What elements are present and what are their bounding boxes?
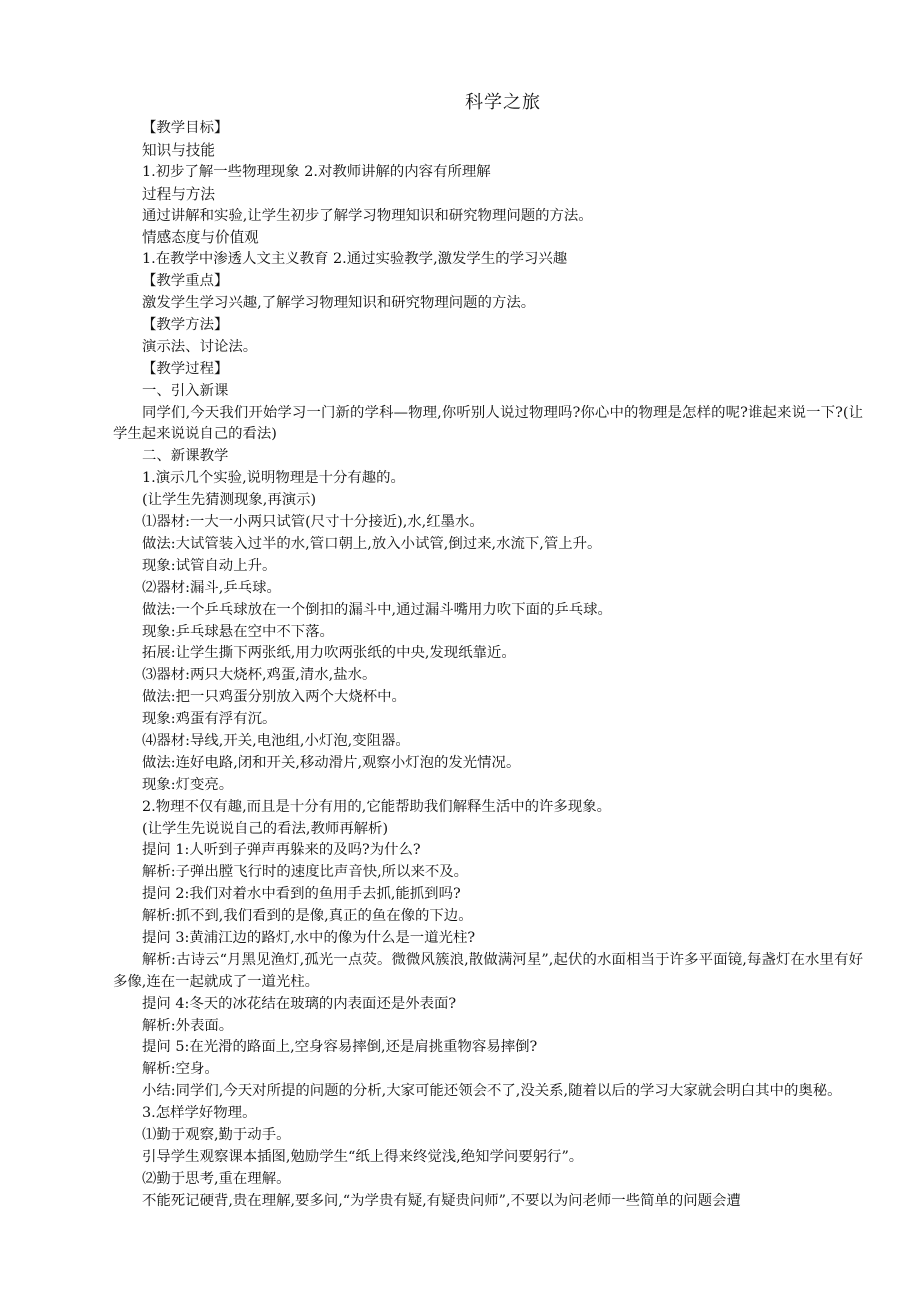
analysis3-paragraph: 解析:古诗云“月黑见渔灯,孤光一点荧。微微风簇浪,散做满河星”,起伏的水面相当于许多平面镜,每盏灯在水里有好多像,连在一起就成了一道光柱。 — [113, 951, 863, 990]
document-body — [113, 118, 863, 1213]
knowledge-heading: 知识与技能 — [142, 141, 215, 159]
text-line: 做法:连好电路,闭和开关,移动滑片,观察小灯泡的发光情况。 — [142, 754, 521, 771]
procedure-heading: 【教学过程】 — [142, 360, 229, 377]
text-line: 1.演示几个实验,说明物理是十分有趣的。 — [142, 470, 405, 487]
objectives-heading: 【教学目标】 — [142, 120, 229, 136]
text-line: ⑷器材:导线,开关,电池组,小灯泡,变阻器。 — [142, 732, 410, 749]
text-line: 做法:把一只鸡蛋分别放入两个大烧杯中。 — [142, 689, 406, 706]
text-line: 解析:空身。 — [142, 1061, 219, 1078]
emotion-text: 1.在教学中渗透人文主义教育 2.通过实验教学,激发学生的学习兴趣 — [142, 251, 568, 268]
text-line: ⑴器材:一大一小两只试管(尺寸十分接近),水,红墨水。 — [142, 514, 484, 531]
text-line: 提问 3:黄浦江边的路灯,水中的像为什么是一道光柱? — [142, 929, 476, 946]
text-line: 解析:子弹出膛飞行时的速度比声音快,所以来不及。 — [142, 864, 469, 881]
text-line: 引导学生观察课本插图,勉励学生“纸上得来终觉浅,绝知学问要躬行”。 — [142, 1148, 584, 1165]
text-line: ⑵勤于思考,重在理解。 — [142, 1170, 291, 1187]
text-line: 提问 1:人听到子弹声再躲来的及吗?为什么? — [142, 842, 421, 859]
text-line: 提问 5:在光滑的路面上,空身容易摔倒,还是肩挑重物容易摔倒? — [142, 1039, 538, 1056]
text-line: (让学生先说说自己的看法,教师再解析) — [142, 820, 389, 837]
section1-heading: 一、引入新课 — [142, 382, 229, 399]
text-line: 现象:鸡蛋有浮有沉。 — [142, 711, 277, 728]
method-text: 演示法、讨论法。 — [142, 338, 258, 355]
text-line: ⑶器材:两只大烧杯,鸡蛋,清水,盐水。 — [142, 667, 377, 684]
text-line: ⑴勤于观察,勤于动手。 — [142, 1127, 291, 1144]
text-line: 现象:灯变亮。 — [142, 776, 234, 793]
last-line: 不能死记硬背,贵在理解,要多问,“为学贵有疑,有疑贵问师”,不要以为问老师一些简单的问题会遭 — [142, 1192, 741, 1209]
process-text: 通过讲解和实验,让学生初步了解学习物理知识和研究物理问题的方法。 — [142, 207, 593, 224]
key-heading: 【教学重点】 — [142, 273, 229, 290]
text-line: 解析:外表面。 — [142, 1017, 234, 1034]
text-line: 2.物理不仅有趣,而且是十分有用的,它能帮助我们解释生活中的许多现象。 — [142, 798, 611, 815]
key-text: 激发学生学习兴趣,了解学习物理知识和研究物理问题的方法。 — [142, 295, 536, 312]
text-line: 现象:试管自动上升。 — [142, 557, 277, 574]
text-line: 提问 4:冬天的冰花结在玻璃的内表面还是外表面? — [142, 995, 457, 1012]
text-line: 3.怎样学好物理。 — [142, 1105, 257, 1122]
knowledge-text: 1.初步了解一些物理现象 2.对教师讲解的内容有所理解 — [142, 163, 491, 180]
document-title: 科学之旅 — [465, 92, 541, 113]
section2-heading: 二、新课教学 — [142, 448, 229, 465]
emotion-heading: 情感态度与价值观 — [142, 229, 259, 247]
process-heading: 过程与方法 — [142, 185, 215, 203]
text-line: 做法:大试管装入过半的水,管口朝上,放入小试管,倒过来,水流下,管上升。 — [142, 535, 602, 552]
text-line: 提问 2:我们对着水中看到的鱼用手去抓,能抓到吗? — [142, 886, 461, 903]
section1-paragraph: 同学们,今天我们开始学习一门新的学科—物理,你听别人说过物理吗?你心中的物理是怎样的呢?谁起来说一下?(让学生起来说说自己的看法) — [113, 404, 863, 443]
text-line: 解析:抓不到,我们看到的是像,真正的鱼在像的下边。 — [142, 908, 473, 925]
text-line: ⑵器材:漏斗,乒乓球。 — [142, 579, 281, 596]
method-heading: 【教学方法】 — [142, 317, 229, 334]
summary-paragraph: 小结:同学们,今天对所提的问题的分析,大家可能还领会不了,没关系,随着以后的学习大家就会明白其中的奥秘。 — [142, 1083, 842, 1100]
text-line: 拓展:让学生撕下两张纸,用力吹两张纸的中央,发现纸靠近。 — [142, 645, 516, 662]
text-line: (让学生先猜测现象,再演示) — [142, 492, 317, 509]
text-line: 做法:一个乒乓球放在一个倒扣的漏斗中,通过漏斗嘴用力吹下面的乒乓球。 — [142, 601, 612, 618]
text-line: 现象:乒乓球悬在空中不下落。 — [142, 623, 334, 640]
